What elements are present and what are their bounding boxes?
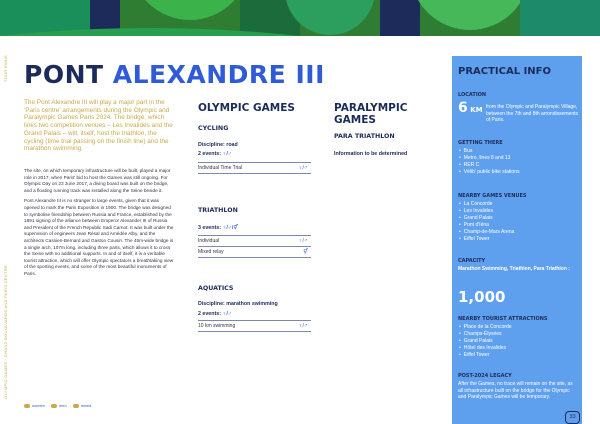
- men-icon: [51, 404, 57, 408]
- paralympic-heading-line2: GAMES: [334, 114, 376, 126]
- cycling-events: 2 events: ♀/♂: [198, 151, 232, 157]
- gender-icon: ♀/♂: [298, 165, 308, 171]
- decorative-banner: [0, 0, 600, 36]
- gender-icon: ♀/♂: [298, 323, 308, 329]
- intro-paragraph: The Pont Alexandre III will play a major part in the 'Paris centre' arrangements during the Olympic and Paralympic Games Paris 2024. The bridge, which links two competition venues – Les Invalides and the Grand Palais – will, itself, host the triathlon, the cycling (time trial passing on the finish line) and the marathon swimming.: [24, 99, 173, 153]
- sport-para-triathlon: PARA TRIATHLON: [334, 133, 395, 140]
- list-item: • Champs-Élysées: [465, 331, 512, 338]
- list-item: • Les Invalides: [465, 208, 514, 215]
- capacity-value: 1,000: [458, 288, 506, 306]
- mixed-icon: [73, 404, 79, 408]
- sport-triathlon: TRIATHLON: [198, 207, 238, 214]
- list-item: • Metro, lines 8 and 13: [465, 155, 519, 162]
- gender-legend: [24, 403, 91, 408]
- list-item: • La Concorde: [465, 201, 514, 208]
- aquatics-events: 2 events: ♀/♂: [198, 311, 232, 317]
- list-item: • Eiffel Tower: [465, 352, 512, 359]
- para-info: Information to be determined: [334, 151, 408, 157]
- aquatics-discipline: Discipline: marathon swimming: [198, 301, 278, 307]
- title-part-1: PONT: [24, 60, 104, 89]
- list-item: • Pont d'Iéna: [465, 222, 514, 229]
- page-title: [24, 60, 325, 89]
- legend-item-men: men: [51, 403, 67, 408]
- legend-item-women: women: [24, 403, 45, 408]
- gender-icon: ♀/♂: [298, 238, 308, 244]
- paralympic-games-column: [334, 102, 446, 126]
- list-item: • Place de la Concorde: [465, 324, 512, 331]
- event-name: 10 km swimming: [198, 323, 236, 329]
- olympic-games-heading: OLYMPIC GAMES: [198, 102, 295, 114]
- olympic-games-column: [198, 102, 334, 114]
- body-paragraph: The site, on which temporary infrastructure will be built, played a major role in 2017, when Paris' bid to host the Games was still ongoing. For Olympic Day on 23 June 2017, a diving board was built on the bridge, and a floating running track was installed along the Seine beside it.: [24, 168, 171, 193]
- list-item: • RER C: [465, 162, 519, 169]
- distance-value: 6 KM: [458, 100, 483, 116]
- nearby-venues-heading: NEARBY GAMES VENUES: [458, 193, 527, 199]
- event-row: [198, 247, 311, 258]
- practical-info-title: PRACTICAL INFO: [458, 66, 552, 77]
- page-number: 33: [565, 411, 580, 424]
- nearby-venues-list: [458, 201, 514, 243]
- list-item: • Hôtel des Invalides: [465, 345, 512, 352]
- list-item: • Vélib' public bike stations: [465, 169, 519, 176]
- women-icon: [24, 404, 30, 408]
- event-name: Mixed relay: [198, 249, 224, 255]
- location-text: from the Olympic and Paralympic Village, between the 7th and 8th arrondissements of Paris.: [486, 104, 579, 123]
- paralympic-heading-line1: PARALYMPIC: [334, 102, 408, 114]
- getting-there-list: [458, 148, 519, 176]
- location-heading: LOCATION: [458, 92, 487, 98]
- list-item: • Champ-de-Mars Arena: [465, 229, 514, 236]
- gender-icon: ♀/♂: [222, 151, 232, 157]
- gender-icon: ♀/♂/⚥: [222, 225, 239, 231]
- title-part-2: ALEXANDRE III: [112, 60, 325, 89]
- sport-cycling: CYCLING: [198, 125, 229, 132]
- event-name: Individual Time Trial: [198, 165, 243, 171]
- cycling-discipline: Discipline: road: [198, 142, 238, 148]
- list-item: • Grand Palais: [465, 338, 512, 345]
- list-item: • Bus: [465, 148, 519, 155]
- legacy-heading: POST-2024 LEGACY: [458, 373, 512, 379]
- body-paragraph: Pont Alexandre III is no stranger to large events, given that it was opened to mark the Paris Exposition in 1900. The bridge was designed to symbolise friendship between Russia and France, established by the 1891 signing of the alliance between Emperor Alexander III of Russia and President of the French Republic Sadi Carnot. It was built under the supervision of engineers Jean Résal and Amédée Alby, and the architects Cassien-Bernard and Gaston Cousin. The 45m-wide bridge is a single arch, 107m long, including three parts, which allows it to cross the Seine with no additional supports. In and of itself, it is a veritable tourist attraction, which will offer Olympic spectators a breathtaking view of the sporting events, and some of the most beautiful monuments of Paris.: [24, 198, 174, 276]
- tourist-attractions-heading: NEARBY TOURIST ATTRACTIONS: [458, 316, 548, 322]
- gender-icon: ♀/♂: [222, 311, 232, 317]
- event-row: [198, 162, 311, 174]
- event-row: [198, 320, 311, 332]
- side-label-top: TOUR PARIS: [3, 55, 8, 83]
- side-label-bottom: OLYMPIC GAMES · GRAND BOULEVARDS AND PARIS CENTRE: [3, 265, 8, 399]
- getting-there-heading: GETTING THERE: [458, 140, 503, 146]
- triathlon-events: 3 events: ♀/♂/⚥: [198, 225, 239, 231]
- tourist-attractions-list: [458, 324, 512, 359]
- sport-aquatics: AQUATICS: [198, 285, 234, 292]
- gender-icon: ⚥: [303, 249, 308, 255]
- legacy-text: After the Games, no trace will remain on the site, as all infrastructure built on the bridge for the Olympic and Paralympic Games will be temporary.: [458, 381, 573, 400]
- event-name: Individual: [198, 238, 220, 244]
- legend-item-mixed: mixed: [73, 403, 92, 408]
- list-item: • Eiffel Tower: [465, 236, 514, 243]
- body-text: [24, 168, 174, 282]
- capacity-text: Marathon Swimming, Triathlon, Para Triathlon :: [458, 266, 570, 272]
- event-row: [198, 235, 311, 247]
- list-item: • Grand Palais: [465, 215, 514, 222]
- capacity-heading: CAPACITY: [458, 258, 486, 264]
